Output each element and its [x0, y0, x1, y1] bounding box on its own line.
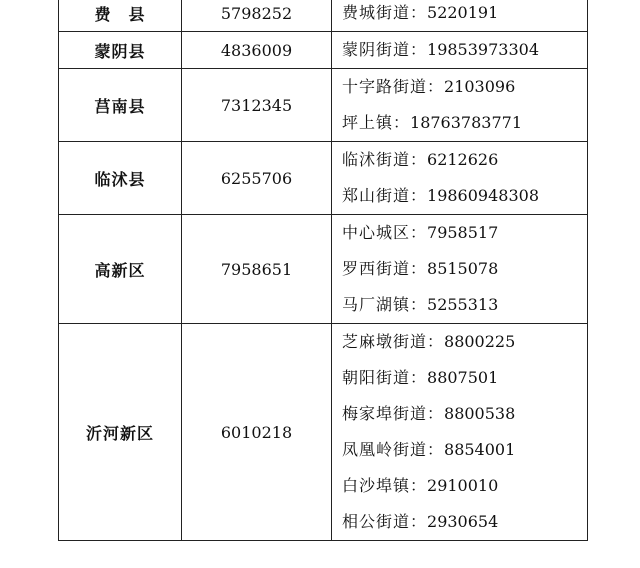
list-item: [342, 287, 587, 323]
street-name: 马厂湖镇：: [342, 295, 428, 314]
street-phone: 6212626: [427, 150, 499, 169]
street-phone: 8800225: [444, 332, 516, 351]
street-name: 费城街道：: [342, 3, 428, 22]
street-name: 临沭街道：: [342, 150, 428, 169]
list-item: [342, 178, 587, 214]
street-phone: 8807501: [427, 368, 499, 387]
street-phone: 2103096: [444, 77, 516, 96]
street-list: [332, 215, 588, 324]
county-name: 费 县: [59, 0, 182, 32]
street-name: 十字路街道：: [342, 77, 445, 96]
street-name: 相公街道：: [342, 512, 428, 531]
street-name: 梅家埠街道：: [342, 404, 445, 423]
list-item: [342, 0, 587, 31]
street-name: 蒙阴街道：: [342, 40, 428, 59]
list-item: [342, 215, 587, 251]
street-name: 坪上镇：: [342, 113, 411, 132]
table-row: [59, 215, 588, 324]
street-name: 白沙埠镇：: [342, 476, 428, 495]
table-row: [59, 0, 588, 32]
county-phone: 7312345: [182, 69, 332, 142]
street-name: 中心城区：: [342, 223, 428, 242]
street-list: [332, 69, 588, 142]
county-phone: 7958651: [182, 215, 332, 324]
street-phone: 8800538: [444, 404, 516, 423]
street-list: [332, 32, 588, 69]
county-phone: 5798252: [182, 0, 332, 32]
list-item: [342, 504, 587, 540]
street-phone: 18763783771: [410, 113, 522, 132]
county-phone: 4836009: [182, 32, 332, 69]
street-name: 郑山街道：: [342, 186, 428, 205]
list-item: [342, 468, 587, 504]
street-phone: 8854001: [444, 440, 516, 459]
table-row: [59, 69, 588, 142]
table-row: [59, 32, 588, 69]
street-phone: 19860948308: [427, 186, 539, 205]
street-list: [332, 324, 588, 541]
list-item: [342, 142, 587, 178]
street-phone: 2930654: [427, 512, 499, 531]
table-row: [59, 142, 588, 215]
contact-table: [58, 0, 588, 541]
street-phone: 5220191: [427, 3, 499, 22]
table-row: [59, 324, 588, 541]
street-name: 凤凰岭街道：: [342, 440, 445, 459]
list-item: [342, 432, 587, 468]
list-item: [342, 251, 587, 287]
list-item: [342, 32, 587, 68]
street-list: [332, 0, 588, 32]
street-phone: 7958517: [427, 223, 499, 242]
county-name: 临沭县: [59, 142, 182, 215]
list-item: [342, 69, 587, 105]
street-name: 罗西街道：: [342, 259, 428, 278]
county-phone: 6010218: [182, 324, 332, 541]
list-item: [342, 360, 587, 396]
street-list: [332, 142, 588, 215]
county-name: 莒南县: [59, 69, 182, 142]
list-item: [342, 324, 587, 360]
street-phone: 5255313: [427, 295, 499, 314]
county-name: 蒙阴县: [59, 32, 182, 69]
county-name: 沂河新区: [59, 324, 182, 541]
county-name: 高新区: [59, 215, 182, 324]
street-name: 芝麻墩街道：: [342, 332, 445, 351]
list-item: [342, 396, 587, 432]
street-phone: 2910010: [427, 476, 499, 495]
county-phone: 6255706: [182, 142, 332, 215]
street-phone: 19853973304: [427, 40, 539, 59]
list-item: [342, 105, 587, 141]
street-name: 朝阳街道：: [342, 368, 428, 387]
street-phone: 8515078: [427, 259, 499, 278]
